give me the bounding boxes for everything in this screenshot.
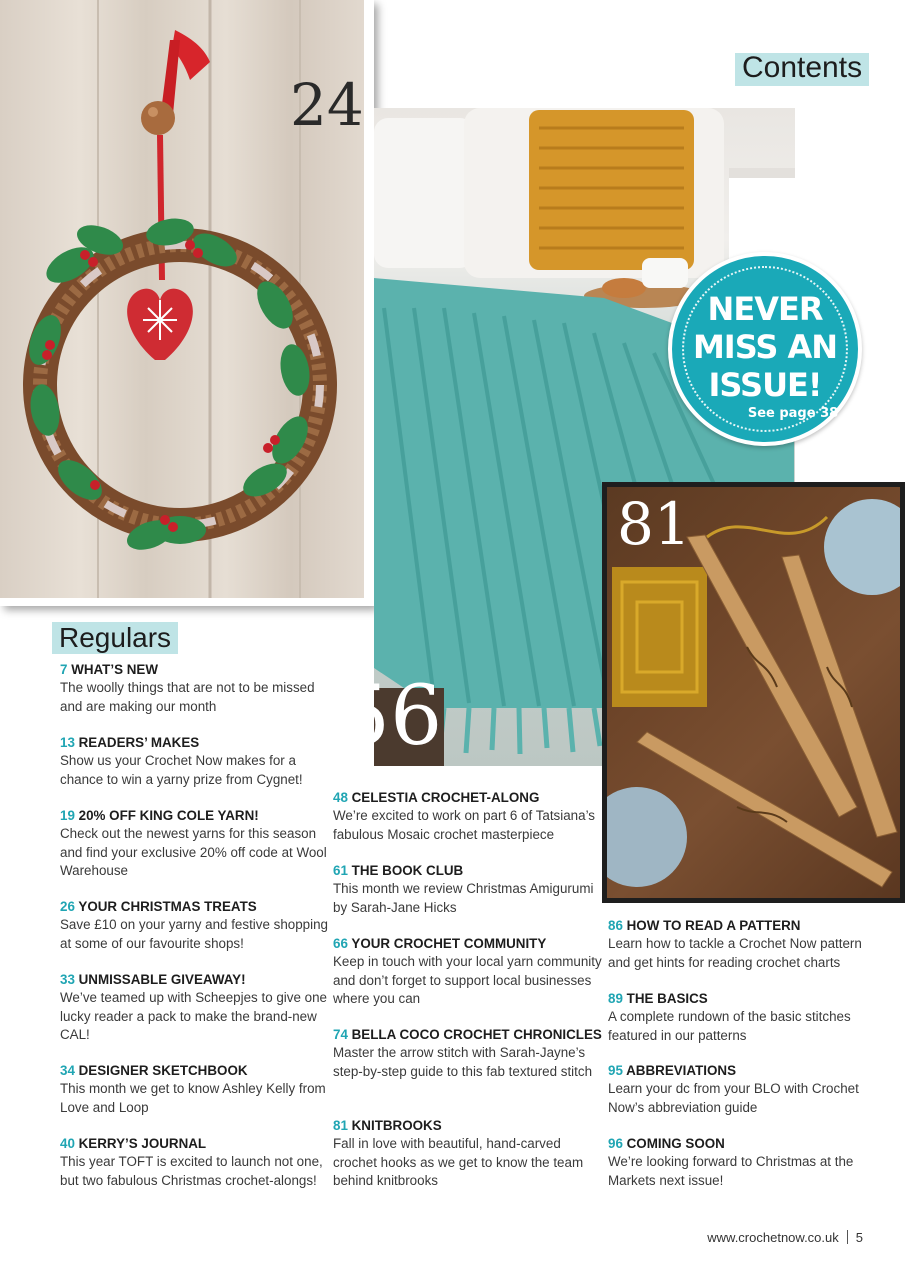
contents-entry[interactable] xyxy=(60,807,330,880)
badge-line-2: MISS AN xyxy=(692,328,838,366)
entry-title xyxy=(333,935,603,953)
entry-title-text: UNMISSABLE GIVEAWAY! xyxy=(78,972,246,987)
entry-description: Check out the newest yarns for this season and find your exclusive 20% off code at Wool Warehouse xyxy=(60,826,327,878)
contents-entry[interactable] xyxy=(60,661,330,716)
contents-entry[interactable] xyxy=(60,898,330,953)
entry-title xyxy=(608,1062,878,1080)
entry-description: Fall in love with beautiful, hand-carved crochet hooks as we get to know the team behind knitbrooks xyxy=(333,1136,584,1188)
footer-url[interactable]: www.crochetnow.co.uk xyxy=(707,1230,839,1245)
entry-page-number: 96 xyxy=(608,1136,623,1151)
entry-title xyxy=(60,807,330,825)
entry-description: A complete rundown of the basic stitches featured in our patterns xyxy=(608,1009,851,1043)
contents-entry[interactable] xyxy=(60,1062,330,1117)
entry-description: This month we review Christmas Amigurumi by Sarah-Jane Hicks xyxy=(333,881,594,915)
entry-page-number: 89 xyxy=(608,991,623,1006)
photo-page-number: 56 xyxy=(338,669,443,764)
entry-page-number: 95 xyxy=(608,1063,623,1078)
entry-title-text: CELESTIA CROCHET-ALONG xyxy=(351,790,540,805)
badge-subtext: See page 38 xyxy=(747,406,839,421)
entry-title-text: 20% OFF KING COLE YARN! xyxy=(78,808,259,823)
contents-entry[interactable] xyxy=(608,1135,878,1190)
entry-page-number: 81 xyxy=(333,1118,348,1133)
hooks-photo xyxy=(602,482,905,903)
entry-title xyxy=(60,1062,330,1080)
contents-entry[interactable] xyxy=(333,1117,603,1190)
footer-divider xyxy=(847,1230,848,1244)
contents-entry[interactable] xyxy=(60,971,330,1044)
entry-page-number: 61 xyxy=(333,863,348,878)
entry-page-number: 86 xyxy=(608,918,623,933)
entry-page-number: 7 xyxy=(60,662,68,677)
entry-title-text: KNITBROOKS xyxy=(351,1118,442,1133)
entry-page-number: 13 xyxy=(60,735,75,750)
entry-page-number: 74 xyxy=(333,1027,348,1042)
entry-description: This year TOFT is excited to launch not one, but two fabulous Christmas crochet-alongs! xyxy=(60,1154,323,1188)
entry-title-text: WHAT’S NEW xyxy=(71,662,158,677)
entry-description: The woolly things that are not to be missed and are making our month xyxy=(60,680,315,714)
contents-entry[interactable] xyxy=(333,789,603,844)
entry-title-text: YOUR CHRISTMAS TREATS xyxy=(78,899,257,914)
entry-page-number: 19 xyxy=(60,808,75,823)
entry-description: Learn your dc from your BLO with Crochet Now’s abbreviation guide xyxy=(608,1081,859,1115)
badge-line-3: ISSUE! xyxy=(708,366,822,404)
page-footer xyxy=(707,1230,863,1245)
contents-entry[interactable] xyxy=(608,1062,878,1117)
entry-title xyxy=(60,661,330,679)
badge-line-1: NEVER xyxy=(707,290,823,328)
entry-title xyxy=(333,1117,603,1135)
entry-description: Learn how to tackle a Crochet Now pattern and get hints for reading crochet charts xyxy=(608,936,862,970)
contents-entry[interactable] xyxy=(333,1026,603,1081)
contents-entry[interactable] xyxy=(60,1135,330,1190)
entry-title-text: KERRY’S JOURNAL xyxy=(78,1136,207,1151)
entry-title-text: THE BOOK CLUB xyxy=(351,863,464,878)
entry-page-number: 40 xyxy=(60,1136,75,1151)
contents-entry[interactable] xyxy=(608,917,878,972)
entry-description: We’ve teamed up with Scheepjes to give one lucky reader a pack to make the brand-new CAL! xyxy=(60,990,327,1042)
entry-title xyxy=(60,734,330,752)
entry-title xyxy=(60,1135,330,1153)
wreath-photo xyxy=(0,0,374,606)
entry-title xyxy=(608,990,878,1008)
contents-entry[interactable] xyxy=(333,862,603,917)
entry-description: This month we get to know Ashley Kelly from Love and Loop xyxy=(60,1081,326,1115)
photo-page-number: 81 xyxy=(617,490,691,558)
entry-page-number: 34 xyxy=(60,1063,75,1078)
entry-description: We’re looking forward to Christmas at the Markets next issue! xyxy=(608,1154,854,1188)
entry-title-text: HOW TO READ A PATTERN xyxy=(626,918,801,933)
contents-entry[interactable] xyxy=(608,990,878,1045)
entry-title-text: BELLA COCO CROCHET CHRONICLES xyxy=(351,1027,602,1042)
entry-page-number: 26 xyxy=(60,899,75,914)
entry-title xyxy=(333,862,603,880)
footer-page-number: 5 xyxy=(855,1230,863,1245)
entry-title xyxy=(60,898,330,916)
contents-entry[interactable] xyxy=(333,935,603,1008)
entry-title-text: READERS’ MAKES xyxy=(78,735,200,750)
entry-description: We’re excited to work on part 6 of Tatsiana’s fabulous Mosaic crochet masterpiece xyxy=(333,808,595,842)
entry-title xyxy=(608,1135,878,1153)
entry-title-text: COMING SOON xyxy=(626,1136,725,1151)
entry-page-number: 48 xyxy=(333,790,348,805)
entry-description: Show us your Crochet Now makes for a chance to win a yarny prize from Cygnet! xyxy=(60,753,303,787)
entry-title xyxy=(333,1026,603,1044)
entry-description: Keep in touch with your local yarn community and don’t forget to support local businesses where you can xyxy=(333,954,602,1006)
subscribe-badge[interactable] xyxy=(668,252,862,446)
entry-title-text: DESIGNER SKETCHBOOK xyxy=(78,1063,248,1078)
photo-page-number: 24 xyxy=(290,71,364,139)
entry-title-text: YOUR CROCHET COMMUNITY xyxy=(351,936,547,951)
page-title: Contents xyxy=(735,53,869,86)
contents-entry[interactable] xyxy=(60,734,330,789)
entry-page-number: 33 xyxy=(60,972,75,987)
entry-title xyxy=(333,789,603,807)
entry-description: Save £10 on your yarny and festive shopping at some of our favourite shops! xyxy=(60,917,328,951)
entry-title xyxy=(608,917,878,935)
entry-title-text: ABBREVIATIONS xyxy=(626,1063,736,1078)
entry-page-number: 66 xyxy=(333,936,348,951)
section-heading-regulars: Regulars xyxy=(52,622,178,654)
entry-description: Master the arrow stitch with Sarah-Jayne’s step-by-step guide to this fab textured stitch xyxy=(333,1045,593,1079)
entry-title-text: THE BASICS xyxy=(626,991,708,1006)
entry-title xyxy=(60,971,330,989)
